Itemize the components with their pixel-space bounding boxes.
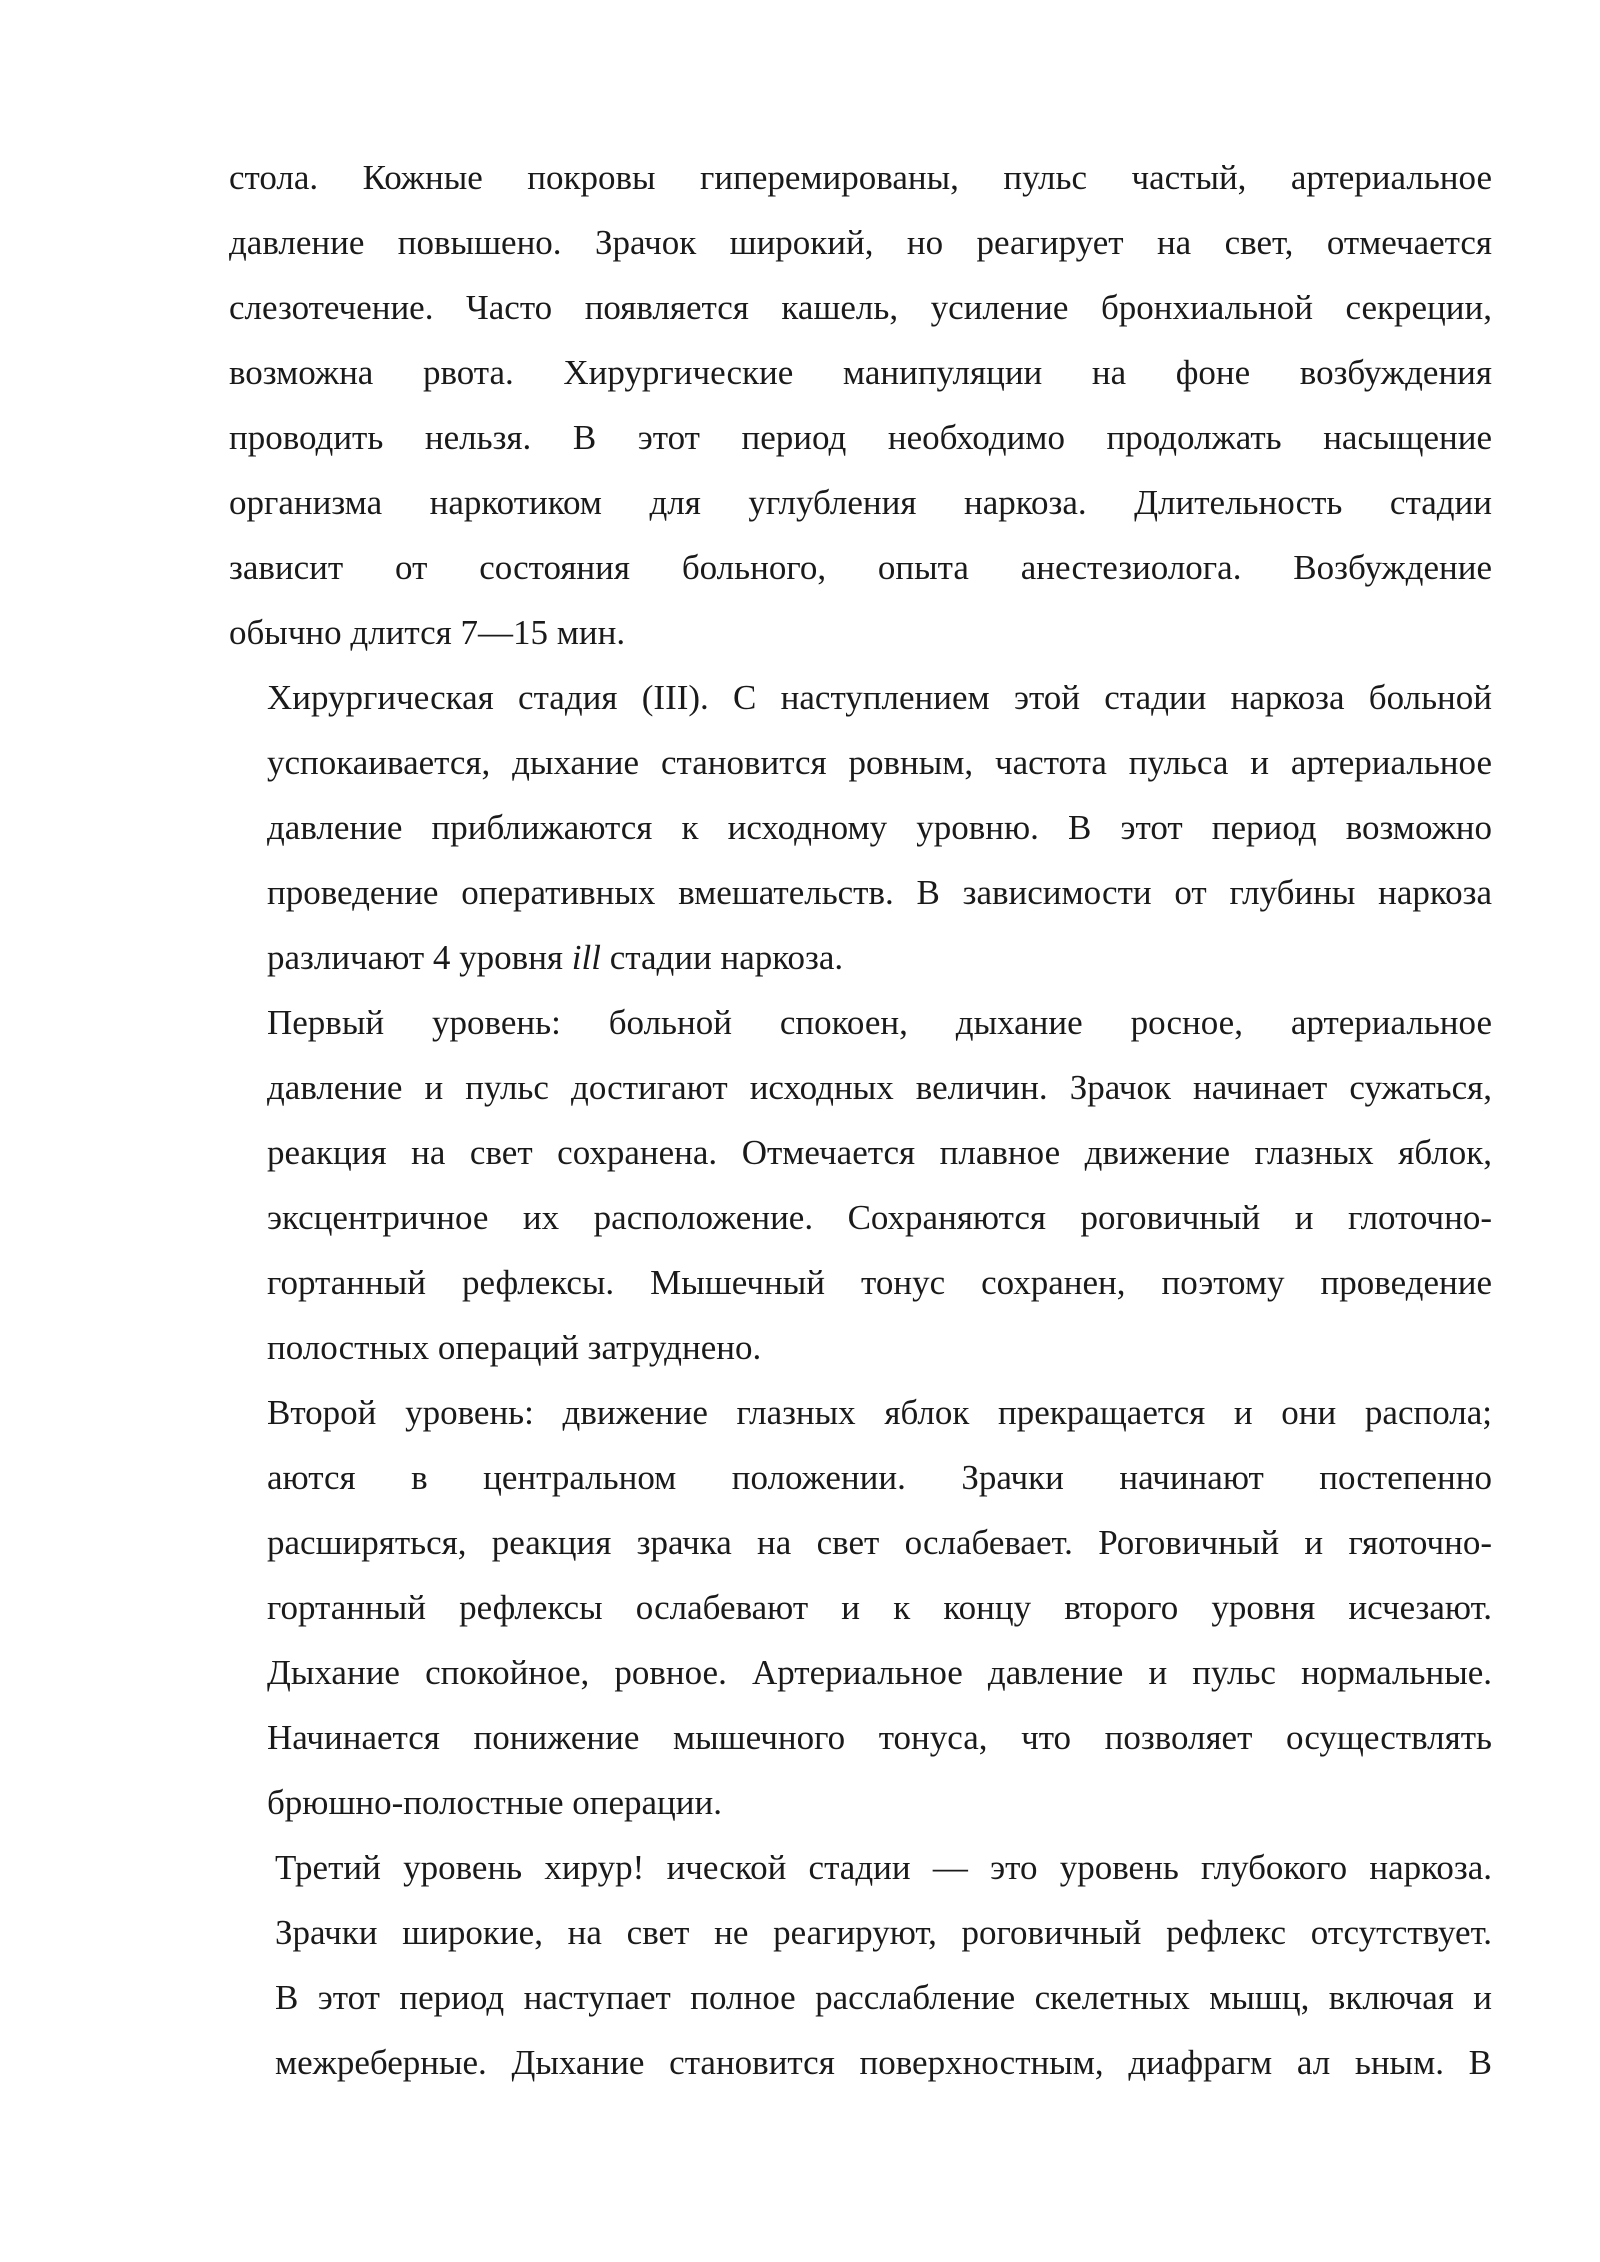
text-line: успокаивается, дыхание становится ровным, частота пульса и артериальное [267, 743, 1492, 782]
text-line: В этот период наступает полное расслабление скелетных мышц, включая и [275, 1978, 1492, 2017]
text-line [229, 925, 1492, 990]
text-line: Начинается понижение мышечного тонуса, что позволяет осуществлять [267, 1718, 1492, 1757]
text-line: Второй уровень: движение глазных яблок прекращается и они распола; [267, 1393, 1492, 1432]
text-line: Третий уровень хирур! ической стадии — это уровень глубокого наркоза. [275, 1848, 1492, 1887]
text-fragment: стадии наркоза. [600, 938, 844, 977]
paragraph-first-level [229, 990, 1492, 1380]
text-fragment: различают 4 уровня [267, 938, 572, 977]
text-line: давление и пульс достигают исходных величин. Зрачок начинает сужаться, [267, 1068, 1492, 1107]
paragraph-second-level [229, 1380, 1492, 1835]
text-line: Дыхание спокойное, ровное. Артериальное давление и пульс нормальные. [267, 1653, 1492, 1692]
paragraph-surgical-stage [229, 665, 1492, 990]
text-line: эксцентричное их расположение. Сохраняются роговичный и глоточно- [267, 1198, 1492, 1237]
text-line: межреберные. Дыхание становится поверхностным, диафрагм ал ьным. В [275, 2043, 1492, 2082]
text-line: проведение оперативных вмешательств. В зависимости от глубины наркоза [267, 873, 1492, 912]
paragraph-third-level [229, 1835, 1492, 2095]
text-line: проводить нельзя. В этот период необходимо продолжать насыщение [229, 418, 1492, 457]
text-line: Первый уровень: больной спокоен, дыхание росное, артериальное [267, 1003, 1492, 1042]
text-line: гортанный рефлексы. Мышечный тонус сохранен, поэтому проведение [267, 1263, 1492, 1302]
text-line: стола. Кожные покровы гиперемированы, пульс частый, артериальное [229, 158, 1492, 197]
text-line: обычно длится 7—15 мин. [229, 613, 626, 652]
text-line: давление приближаются к исходному уровню. В этот период возможно [267, 808, 1492, 847]
italic-text-fragment: ill [571, 938, 601, 977]
text-line: реакция на свет сохранена. Отмечается плавное движение глазных яблок, [267, 1133, 1492, 1172]
text-line: организма наркотиком для углубления наркоза. Длительность стадии [229, 483, 1492, 522]
text-line: Зрачки широкие, на свет не реагируют, роговичный рефлекс отсутствует. [275, 1913, 1492, 1952]
paragraph-excitement-stage [229, 145, 1492, 665]
text-line: полостных операций затруднено. [267, 1328, 762, 1367]
text-line: Хирургическая стадия (III). С наступлением этой стадии наркоза больной [267, 678, 1492, 717]
document-page [229, 145, 1492, 2095]
text-line: аются в центральном положении. Зрачки начинают постепенно [267, 1458, 1492, 1497]
text-line: гортанный рефлексы ослабевают и к концу второго уровня исчезают. [267, 1588, 1492, 1627]
text-line: возможна рвота. Хирургические манипуляции на фоне возбуждения [229, 353, 1492, 392]
text-line: давление повышено. Зрачок широкий, но реагирует на свет, отмечается [229, 223, 1492, 262]
text-line: расширяться, реакция зрачка на свет ослабевает. Роговичный и гяоточно- [267, 1523, 1492, 1562]
text-line: зависит от состояния больного, опыта анестезиолога. Возбуждение [229, 548, 1492, 587]
text-line: слезотечение. Часто появляется кашель, усиление бронхиальной секреции, [229, 288, 1492, 327]
text-line: брюшно-полостные операции. [267, 1783, 722, 1822]
